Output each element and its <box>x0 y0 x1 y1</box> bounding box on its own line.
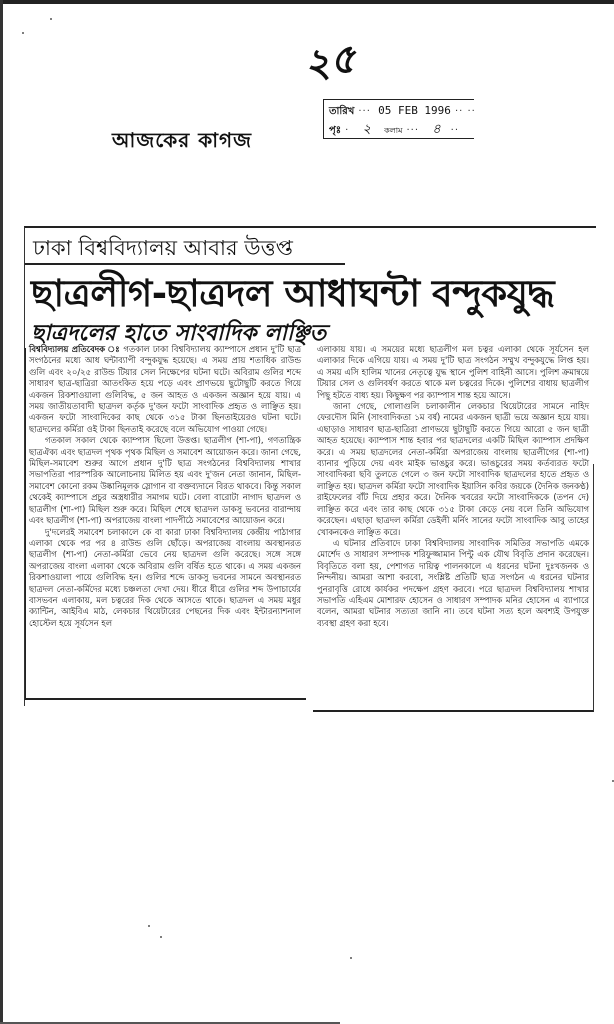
newspaper-name: আজকের কাগজ <box>112 128 253 152</box>
stamp-date-label: তারিখ <box>329 106 355 117</box>
article-subheadline: ছাত্রদলের হাতে সাংবাদিক লাঞ্ছিত <box>31 321 327 346</box>
stamp-page-value: ২ <box>362 122 371 137</box>
paragraph: গতকাল সকাল থেকে ক্যাম্পাস ছিলো উত্তপ্ত। ছাত্রলীগ (শা-পা), গণতান্ত্রিক ছাত্রঐক্য এবং ছাত্রদল পৃথক পৃথক মিছিল ও সমাবেশ আয়োজন করে। জানা গেছে, মিছিল-সমাবেশ শুরুর আগে প্রধান দু'টি ছাত্র সংগঠনের বিশ্ববিদ্যালয় শাখার সভাপতিরা পারস্পরিক আলোচনায় মিলিত হয় এবং দু'জন নেতা জানান, মিছিল-সমাবেশ কোনো রকম উষ্কানিমূলক স্লোগান বা বক্তব্যদানে বিরত থাকবে। কিন্তু সকাল থেকেই ক্যাম্পাসে প্রচুর অস্ত্রধারীর সমাগম ঘটে। বেলা বারোটা নাগাদ ছাত্রদল ও ছাত্রলীগ (শা-পা) মিছিল শুরু করে। মিছিল শেষে ছাত্রদল ডাকসু ভবনের বারান্দায় এবং ছাত্রলীগ (শা-পা) অপরাজেয় বাংলা পাদপীঠে সমাবেশের আয়োজন করে। <box>29 435 301 526</box>
scan-edge-left <box>0 0 3 1024</box>
paragraph: জানা গেছে, গোলাগুলি চলাকালীন লেকচার থিয়েটারের সামনে নাহিদ ফেরদৌস মিনি (সাংবাদিকতা ১ম বর্ষ) নামের একজন ছাত্রী ভয়ে অজ্ঞান হয়ে যায়। এছাড়াও সাধারণ ছাত্র-ছাত্রিরা প্রাণভয়ে ছুটাছুটি করতে গিয়ে আরো ৫ জন ছাত্রী আহত হয়েছে। ক্যাম্পাস শান্ত হবার পর ছাত্রদলের একটি মিছিল ক্যাম্পাস প্রদক্ষিণ করে। এ সময় ছাত্রদলের নেতা-কর্মিরা অপরাজেয় বাংলায় ছাত্রলীগের (শা-পা) ব্যানার পুড়িয়ে দেয় এবং মাইক ভাঙচুর করে। ভাঙচুরের সময় কর্তব্যরত ফটো সাংবাদিকরা ছবি তুলতে গেলে ৩ জন ফটো সাংবাদিক ছাত্রদলের হাতে প্রহৃত ও লাঞ্ছিত হয়। ছাত্রদল কর্মিরা ফটো সাংবাদিক ইয়াসিন কবির জয়কে (দৈনিক জনকণ্ঠ) রাইফেলের বাঁট দিয়ে প্রহার করে। দৈনিক খবরের ফটো সাংবাদিককে (তপন দে) লাঞ্ছিত করে এবং তার কাছ থেকে ৩১৫ টাকা কেড়ে নেয় বলে তিনি অভিযোগ করেছেন। এছাড়া ছাত্রদল কর্মিরা ডেইলী মর্নিং সানের ফটো সাংবাদিক আবু তাহের খোকনকেও লাঞ্ছিত করে। <box>317 401 589 537</box>
scan-speck <box>148 925 150 927</box>
paragraph <box>29 344 301 435</box>
stamp-date-row: তারিখ ··· 05 FEB 1996 ·· ·· <box>329 104 476 117</box>
stamp-page-label: পৃঃ <box>329 125 342 136</box>
handwritten-page-number: ২৫ <box>300 34 359 89</box>
paragraph-text: গতকাল ঢাকা বিশ্ববিদ্যালয় ক্যাম্পাসে প্রধান দু'টি ছাত্র সংগঠনের মধ্যে আধ ঘন্টাব্যাপী বন্দুকযুদ্ধ হয়েছে। এ সময় প্রায় শতাধিক রাউন্ড গুলি এবং ২০/২৫ রাউন্ড টিয়ার সেল নিক্ষেপের ঘটনা ঘটে। অবিরাম গুলির শব্দে সাধারণ ছাত্র-ছাত্রিরা আতংকিত হয়ে পড়ে এবং প্রাণভয়ে ছুটোছুটি করতে গিয়ে একজন রিকশাওয়ালা গুলিবিদ্ধ, ৫ জন আহত ও একজন অজ্ঞান হয়ে যায়। এ সময় জাতীয়তাবাদী ছাত্রদল কর্তৃক দু'জন ফটো সাংবাদিক প্রহৃত ও লাঞ্ছিত হয়। একজন ফটো সাংবাদিকের কাছ থেকে ৩১৫ টাকা ছিনতাইয়েরও ঘটনা ঘটে। ছাত্রদলের কর্মিরা ওই টাকা ছিনতাই করেছে বলে অভিযোগ পাওয়া গেছে। <box>29 344 301 434</box>
paragraph: এ ঘটনার প্রতিবাদে ঢাকা বিশ্ববিদ্যালয় সাংবাদিক সমিতির সভাপতি এমকে মোর্শেদ ও সাধারণ সম্পাদক শরিফুজ্জামান পিন্টু এক যৌথ বিবৃতি প্রদান করেছেন। বিবৃতিতে বলা হয়, পেশাগত দায়িত্ব পালনকালে এ ধরনের ঘটনা দুঃখজনক ও নিন্দনীয়। আমরা আশা করবো, সংশ্লিষ্ট প্রতিটি ছাত্র সংগঠন এ ধরনের ঘটনার পুনরাবৃত্তি রোধে কার্যকর পদক্ষেপ গ্রহণ করবে। পরে ছাত্রদল বিশ্ববিদ্যালয় শাখার সভাপতি এহিএম মোশারফ হোসেন ও সাধারণ সম্পাদক মনির হোসেন এ ব্যাপারে বলেন, আমরা ঘটনার সত্যতা জানি না। তবে ঘটনা সত্য হলে অবশ্যই উপযুক্ত ব্যবস্থা গ্রহণ করা হবে। <box>317 537 589 628</box>
stamp-column-label: কলাম <box>384 126 403 135</box>
article-headline: ছাত্রলীগ-ছাত্রদল আধাঘন্টা বন্দুকযুদ্ধ <box>31 272 555 315</box>
article-left-column <box>29 344 301 629</box>
scan-edge-top <box>0 0 614 4</box>
news-clipping <box>24 226 596 706</box>
scan-speck <box>350 957 352 959</box>
article-kicker: ঢাকা বিশ্ববিদ্যালয় আবার উত্তপ্ত <box>33 236 293 260</box>
scan-speck <box>22 32 24 34</box>
article-byline: বিশ্ববিদ্যালয় প্রতিবেদক ঃ <box>29 344 121 354</box>
stamp-date-value: 05 FEB 1996 <box>378 104 451 117</box>
stamp-column-value: ৪ <box>432 122 441 137</box>
stamp-page-row: পৃঃ · ২ কলাম ··· ৪ ·· <box>329 122 459 137</box>
paragraph: এলাকায় যায়। এ সময়ের মধ্যে ছাত্রলীগ মল চত্বর এলাকা থেকে সূর্যসেন হল এলাকার দিকে এগিয়ে যায়। এ সময় দু'টি ছাত্র সংগঠন সম্মুখ বন্দুকযুদ্ধে লিপ্ত হয়। এ সময় এসি হালিম খানের নেতৃত্বে যুদ্ধ স্থানে পুলিশ বাহিনী আসে। পুলিশ ক্রমান্বয়ে টিয়ার সেল ও গুলিবর্ষণ করতে থাকে মল চত্বরের দিকে। পুলিশের বাধায় ছাত্রলীগ পিছু হটতে বাধ্য হয়। কিছুক্ষণ পর ক্যাম্পাস শান্ত হয়ে আসে। <box>317 344 589 400</box>
scan-speck <box>160 936 162 938</box>
paragraph: দু'দলেরই সমাবেশ চলাকালে কে বা কারা ঢাকা বিশ্ববিদ্যালয় কেন্দ্রীয় পাঠাগার এলাকা থেকে পর পর ৪ রাউন্ড গুলি ছোঁড়ে। অপরাজেয় বাংলায় অবস্থানরত ছাত্রলীগ (শা-পা) নেতা-কর্মিরা ভেবে নেয় ছাত্রদল গুলি করেছে। সঙ্গে সঙ্গে অপরাজেয় বাংলা এলাকা থেকে অবিরাম গুলি বর্ষিত হতে থাকে। এ সময় একজন রিকশাওয়ালা পায়ে গুলিবিদ্ধ হন। গুলির শব্দে ডাকসু ভবনের সামনে অবস্থানরত ছাত্রদল নেতা-কর্মিদের মধ্যে চঞ্চলতা দেখা দেয়। ধীরে ধীরে গুলির শব্দ উপাচার্যের বাসভবন এলাকায়, মল চত্বরের দিক থেকে আসতে থাকে। ছাত্রদল এ সময় মধুর ক্যান্টিন, আইবিএ মাঠ, লেকচার থিয়েটারের পেছনের দিক এবং ইন্টারন্যাশনাল হোস্টেল হয়ে সূর্যসেন হল <box>29 526 301 628</box>
article-right-column <box>317 344 589 629</box>
date-stamp <box>323 99 474 139</box>
scan-speck <box>50 18 52 20</box>
